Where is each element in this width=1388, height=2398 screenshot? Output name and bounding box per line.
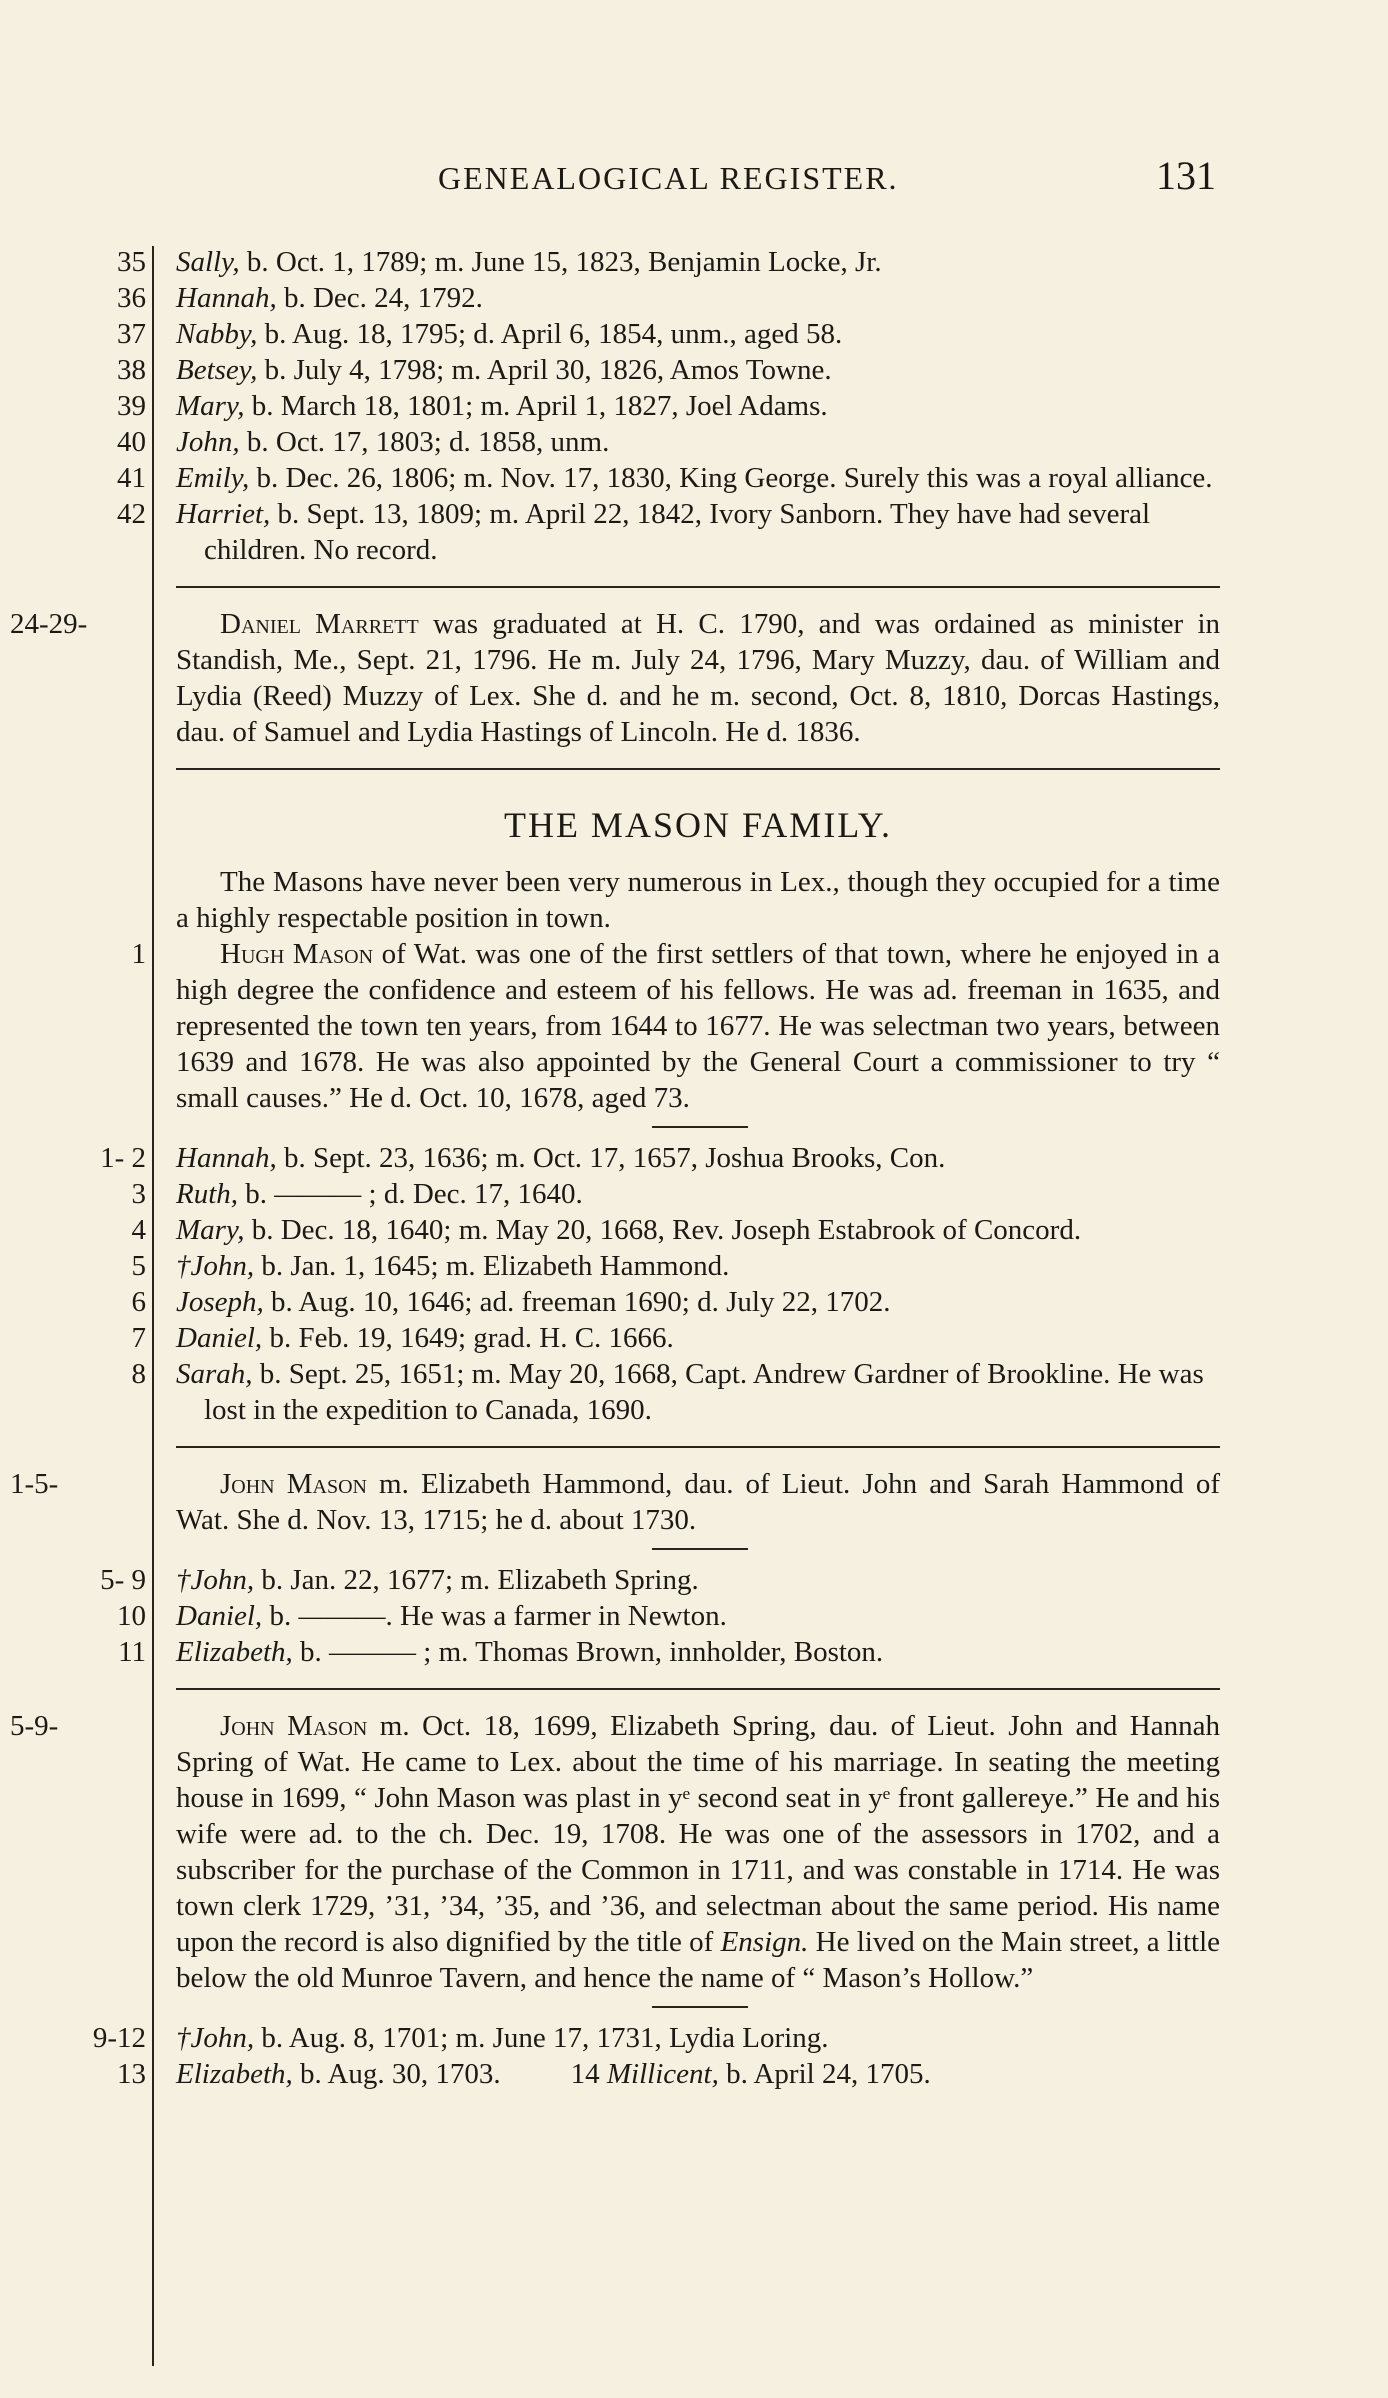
children-list-2 [0, 1140, 1388, 1428]
section-title: THE MASON FAMILY. [503, 805, 893, 845]
entry-number: 39 [117, 390, 146, 422]
section-divider [176, 768, 1220, 770]
children-list-4 [0, 2020, 1388, 2092]
entry-row [0, 388, 1388, 424]
entry-number: 11 [118, 1636, 146, 1668]
page-number: 131 [1156, 153, 1216, 198]
entry-row [0, 280, 1388, 316]
entry-number: 35 [117, 246, 146, 278]
paragraph-daniel-marrett [0, 606, 1388, 750]
entry-number: 36 [117, 282, 146, 314]
entry-detail: b. Aug. 18, 1795; d. April 6, 1854, unm., aged 58. [257, 318, 843, 350]
section-divider [176, 1688, 1220, 1690]
entry-detail: b. Sept. 13, 1809; m. April 22, 1842, Ivory Sanborn. They have had several children. No record. [204, 498, 1151, 566]
entry-text [176, 1284, 1248, 1320]
entry-text [176, 1248, 1248, 1284]
entry-number: 5 [131, 1250, 146, 1282]
paragraph-text [176, 936, 1220, 1116]
entry-number: 13 [117, 2058, 146, 2090]
entry-detail: b. Dec. 18, 1640; m. May 20, 1668, Rev. Joseph Estabrook of Concord. [244, 1214, 1082, 1246]
entry-text [176, 1320, 1248, 1356]
entry-row [0, 496, 1388, 568]
paragraph-text [176, 606, 1220, 750]
paragraph-hugh-mason [0, 936, 1388, 1116]
entry-detail: b. April 24, 1705. [718, 2058, 931, 2090]
entry-text [176, 352, 1248, 388]
paragraph-body: of Wat. was one of the first settlers of that town, where he enjoyed in a high degree the confidence and esteem of his fellows. He was ad. freeman in 1635, and represented the town ten years, from 1644 to 1677. He was selectman two years, between 1639 and 1678. He was also appointed by the General Court a commissioner to try “ small causes.” He d. Oct. 10, 1678, aged 73. [176, 938, 1220, 1114]
entry-name: Nabby, [176, 318, 258, 350]
entry-row [0, 460, 1388, 496]
entry-detail: b. ———. He was a farmer in Newton. [262, 1600, 727, 1632]
entry-name: Harriet, [176, 498, 271, 530]
page-body [0, 244, 1388, 2092]
paragraph-lead-name: John Mason [220, 1468, 367, 1500]
entry-text [176, 388, 1248, 424]
entry-name: Ruth, [176, 1178, 239, 1210]
entry-number: 5- 9 [100, 1564, 146, 1596]
entry-name: Sarah, [176, 1358, 253, 1390]
paragraph-number: 5-9- [10, 1710, 59, 1742]
paragraph-italic-title: Ensign. [720, 1926, 809, 1958]
children-list-3 [0, 1562, 1388, 1670]
entry-text [176, 244, 1248, 280]
entry-text [176, 2056, 1248, 2092]
entry-number: 38 [117, 354, 146, 386]
short-divider [652, 2006, 748, 2008]
entry-text [176, 1176, 1248, 1212]
entry-text [176, 2020, 1248, 2056]
entry-text [176, 460, 1248, 496]
entry-name: †John, [176, 2022, 255, 2054]
entry-name: Emily, [176, 462, 250, 494]
entry-detail: b. Aug. 30, 1703. [292, 2058, 501, 2090]
entry-text [176, 1634, 1248, 1670]
entry-detail: b. Dec. 26, 1806; m. Nov. 17, 1830, King George. Surely this was a royal alliance. [249, 462, 1213, 494]
paragraph-body: m. Elizabeth Hammond, dau. of Lieut. John and Sarah Hammond of Wat. She d. Nov. 13, 1715; he d. about 1730. [176, 1468, 1220, 1536]
entry-text [176, 1212, 1248, 1248]
entry-text [176, 1356, 1248, 1428]
paragraph-number: 1 [131, 938, 146, 970]
entry-row [0, 1598, 1388, 1634]
paragraph-john-mason-2 [0, 1708, 1388, 1996]
entry-name: Daniel, [176, 1600, 263, 1632]
section-divider [176, 1446, 1220, 1448]
paragraph-lead-name: Hugh Mason [220, 938, 374, 970]
entry-name: Elizabeth, [176, 2058, 293, 2090]
running-header [0, 152, 1388, 212]
entry-row [0, 2020, 1388, 2056]
entry-name: †John, [176, 1250, 255, 1282]
entry-name: Hannah, [176, 282, 277, 314]
entry-name: Mary, [176, 390, 245, 422]
entry-name: Sally, [176, 246, 240, 278]
short-divider [652, 1126, 748, 1128]
paragraph-body: was graduated at H. C. 1790, and was ordained as minister in Standish, Me., Sept. 21, 1796. He m. July 24, 1796, Mary Muzzy, dau. of William and Lydia (Reed) Muzzy of Lex. She d. and he m. second, Oct. 8, 1810, Dorcas Hastings, dau. of Samuel and Lydia Hastings of Lincoln. He d. 1836. [176, 608, 1220, 748]
entry-row [0, 2056, 1388, 2092]
paragraph-body-end: He lived on the Main street, a little below the old Munroe Tavern, and hence the name of “ Mason’s Hollow.” [176, 1926, 1220, 1994]
entry-row [0, 352, 1388, 388]
entry-row [0, 1212, 1388, 1248]
entry-row [0, 1320, 1388, 1356]
entry-detail: b. Aug. 8, 1701; m. June 17, 1731, Lydia Loring. [254, 2022, 829, 2054]
entry-number: 9-12 [92, 2022, 146, 2054]
entry-number: 7 [131, 1322, 146, 1354]
paragraph-text [176, 1708, 1220, 1996]
entry-row [0, 1140, 1388, 1176]
entry-name: Joseph, [176, 1286, 264, 1318]
entry-number: 3 [131, 1178, 146, 1210]
entry-row [0, 1562, 1388, 1598]
paragraph-number: 1-5- [10, 1468, 59, 1500]
entry-detail: b. Aug. 10, 1646; ad. freeman 1690; d. July 22, 1702. [263, 1286, 891, 1318]
entry-text [176, 496, 1248, 568]
entry-row [0, 1284, 1388, 1320]
children-list-1 [0, 244, 1388, 568]
entry-name: Millicent, [606, 2058, 719, 2090]
entry-detail: b. Jan. 22, 1677; m. Elizabeth Spring. [254, 1564, 699, 1596]
entry-text [176, 280, 1248, 316]
entry-name: Mary, [176, 1214, 245, 1246]
entry-detail: b. Feb. 19, 1649; grad. H. C. 1666. [262, 1322, 674, 1354]
entry-number: 1- 2 [100, 1142, 146, 1174]
entry-text [176, 424, 1248, 460]
entry-detail: b. Dec. 24, 1792. [276, 282, 483, 314]
entry-name: Hannah, [176, 1142, 277, 1174]
entry-row [0, 1356, 1388, 1428]
paragraph-lead-name: John Mason [220, 1710, 368, 1742]
running-title: GENEALOGICAL REGISTER. [438, 160, 899, 196]
entry-number: 40 [117, 426, 146, 458]
paragraph-number: 24-29- [10, 608, 88, 640]
entry-name: Betsey, [176, 354, 258, 386]
entry-row [0, 316, 1388, 352]
entry-detail: b. Jan. 1, 1645; m. Elizabeth Hammond. [254, 1250, 730, 1282]
entry-row [0, 244, 1388, 280]
entry-text [176, 316, 1248, 352]
entry-text [176, 1562, 1248, 1598]
entry-detail: b. ——— ; m. Thomas Brown, innholder, Boston. [292, 1636, 884, 1668]
paragraph-intro [0, 864, 1388, 936]
entry-detail: b. Oct. 17, 1803; d. 1858, unm. [239, 426, 610, 458]
section-divider [176, 586, 1220, 588]
entry-detail: b. Oct. 1, 1789; m. June 15, 1823, Benjamin Locke, Jr. [239, 246, 882, 278]
entry-name: Elizabeth, [176, 1636, 293, 1668]
entry-detail: b. Sept. 23, 1636; m. Oct. 17, 1657, Joshua Brooks, Con. [276, 1142, 946, 1174]
entry-text [176, 1598, 1248, 1634]
entry-number: 37 [117, 318, 146, 350]
entry-name: †John, [176, 1564, 255, 1596]
entry-name: Daniel, [176, 1322, 263, 1354]
entry-name: John, [176, 426, 240, 458]
paragraph-john-mason-1 [0, 1466, 1388, 1538]
entry-number: 41 [117, 462, 146, 494]
entry-detail: b. Sept. 25, 1651; m. May 20, 1668, Capt. Andrew Gardner of Brookline. He was lost in the expedition to Canada, 1690. [204, 1358, 1204, 1426]
paragraph-body: The Masons have never been very numerous in Lex., though they occupied for a time a highly respectable position in town. [176, 866, 1220, 934]
paragraph-body: m. Oct. 18, 1699, Elizabeth Spring, dau. of Lieut. John and Hannah Spring of Wat. He came to Lex. about the time of his marriage. In seating the meeting house in 1699, “ John Mason was plast in yᵉ second seat in yᵉ front gallereye.” He and his wife were ad. to the ch. Dec. 19, 1708. He was one of the assessors in 1702, and a subscriber for the purchase of the Common in 1711, and was constable in 1714. He was town clerk 1729, ’31, ’34, ’35, and ’36, and selectman about the same period. His name upon the record is also dignified by the title of [176, 1710, 1220, 1958]
entry-detail: b. March 18, 1801; m. April 1, 1827, Joel Adams. [244, 390, 828, 422]
entry-detail: b. July 4, 1798; m. April 30, 1826, Amos Towne. [257, 354, 832, 386]
entry-row [0, 1634, 1388, 1670]
entry-number: 6 [131, 1286, 146, 1318]
short-divider [652, 1548, 748, 1550]
entry-number: 8 [131, 1358, 146, 1390]
entry-text [176, 1140, 1248, 1176]
entry-number: 4 [131, 1214, 146, 1246]
entry-number: 10 [117, 1600, 146, 1632]
entry-number: 42 [117, 498, 146, 530]
entry-detail: b. ——— ; d. Dec. 17, 1640. [238, 1178, 583, 1210]
entry-row [0, 1248, 1388, 1284]
paragraph-text [176, 1466, 1220, 1538]
paragraph-lead-name: Daniel Marrett [220, 608, 419, 640]
entry-row [0, 1176, 1388, 1212]
entry-number-inline: 14 [570, 2058, 600, 2090]
entry-row [0, 424, 1388, 460]
